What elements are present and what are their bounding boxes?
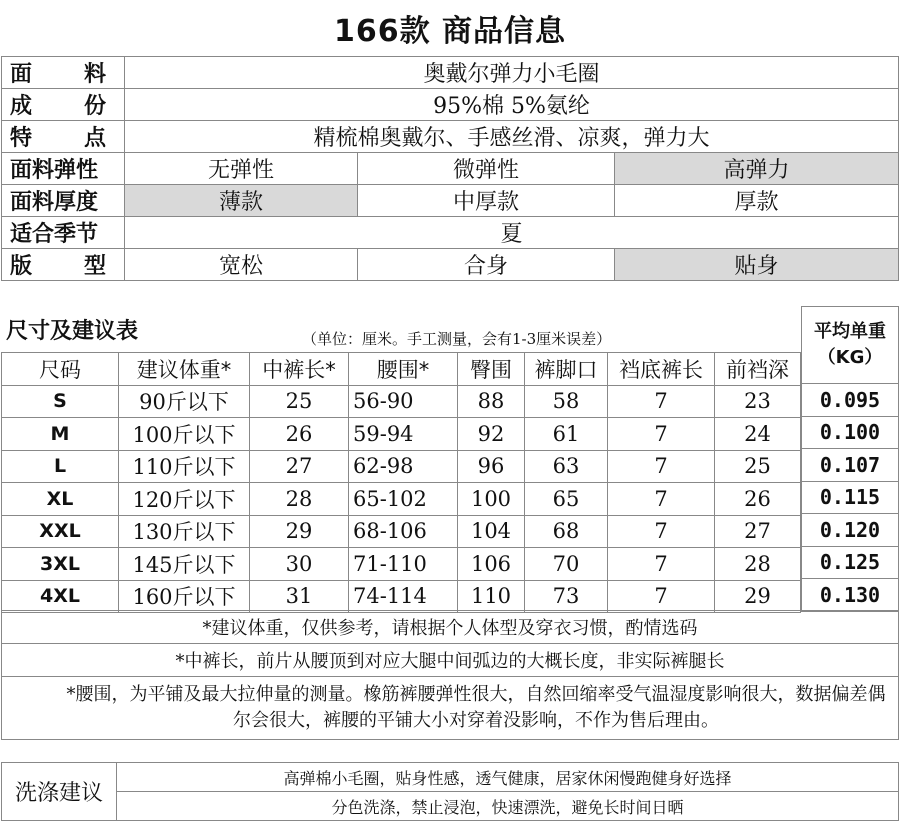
size-row [2,483,801,516]
size-cell: 7 [608,515,715,548]
size-cell: 23 [715,385,801,418]
unit-note: （单位：厘米。手工测量，会有1-3厘米误差） [302,330,612,348]
size-code: 4XL [2,580,119,613]
composition-value: 95%棉 5%氨纶 [125,89,899,121]
care-line: 分色洗涤，禁止浸泡，快速漂洗，避免长时间日晒 [117,792,899,821]
size-cell: 160斤以下 [119,580,250,613]
size-cell: 65-102 [349,483,458,516]
note-length: *中裤长，前片从腰顶到对应大腿中间弧边的大概长度，非实际裤腿长 [2,644,899,677]
care-table [1,762,899,821]
elasticity-option: 高弹力 [615,153,899,185]
weight-header [802,307,899,384]
size-cell: 100斤以下 [119,418,250,451]
size-cell: 59-94 [349,418,458,451]
size-cell: 28 [250,483,349,516]
size-cell: 30 [250,548,349,581]
size-row [2,418,801,451]
size-cell: 88 [458,385,525,418]
note-row [2,677,899,740]
size-table [1,352,801,613]
size-cell: 29 [250,515,349,548]
weight-row [802,449,899,482]
size-code: XL [2,483,119,516]
size-cell: 110 [458,580,525,613]
size-cell: 25 [250,385,349,418]
weight-row [802,514,899,547]
header-cell: 尺码 [2,353,119,386]
size-cell: 65 [525,483,608,516]
header-cell: 前裆深 [715,353,801,386]
fit-label: 版 型 [2,249,125,281]
season-label: 适合季节 [2,217,125,249]
header-cell: 腰围* [349,353,458,386]
size-cell: 7 [608,548,715,581]
info-row-fabric [2,57,899,89]
weight-table [801,306,899,612]
note-row [2,644,899,677]
composition-label: 成 份 [2,89,125,121]
size-code: L [2,450,119,483]
size-cell: 25 [715,450,801,483]
thickness-option: 薄款 [125,185,358,217]
fabric-label: 面 料 [2,57,125,89]
size-cell: 110斤以下 [119,450,250,483]
header-cell: 裆底裤长 [608,353,715,386]
note-row [2,611,899,644]
size-cell: 90斤以下 [119,385,250,418]
weight-value: 0.120 [802,514,899,547]
weight-value: 0.115 [802,481,899,514]
size-cell: 26 [715,483,801,516]
thickness-option: 中厚款 [358,185,615,217]
info-row-composition [2,89,899,121]
care-line: 高弹棉小毛圈，贴身性感，透气健康，居家休闲慢跑健身好选择 [117,763,899,792]
header-cell: 臀围 [458,353,525,386]
note-waist: *腰围，为平铺及最大拉伸量的测量。橡筋裤腰弹性很大，自然回缩率受气温湿度影响很大，数据偏差偶尔会很大，裤腰的平铺大小对穿着没影响，不作为售后理由。 [2,677,899,740]
elasticity-label: 面料弹性 [2,153,125,185]
care-row [2,792,899,821]
size-code: XXL [2,515,119,548]
size-row [2,548,801,581]
size-cell: 92 [458,418,525,451]
size-cell: 68-106 [349,515,458,548]
thickness-label: 面料厚度 [2,185,125,217]
size-cell: 106 [458,548,525,581]
size-cell: 104 [458,515,525,548]
size-row [2,450,801,483]
header-cell: 建议体重* [119,353,250,386]
weight-row [802,416,899,449]
size-row [2,515,801,548]
weight-header-line1: 平均单重 [814,321,886,342]
weight-row [802,481,899,514]
elasticity-option: 微弹性 [358,153,615,185]
size-cell: 27 [715,515,801,548]
size-cell: 145斤以下 [119,548,250,581]
size-row [2,580,801,613]
size-code: M [2,418,119,451]
page-title: 166款 商品信息 [333,14,567,49]
notes-table [1,610,899,740]
care-label: 洗涤建议 [2,763,117,821]
size-cell: 96 [458,450,525,483]
features-value: 精梳棉奥戴尔、手感丝滑、凉爽，弹力大 [125,121,899,153]
size-cell: 7 [608,418,715,451]
size-cell: 74-114 [349,580,458,613]
fit-option: 宽松 [125,249,358,281]
size-cell: 58 [525,385,608,418]
header-cell: 中裤长* [250,353,349,386]
size-cell: 28 [715,548,801,581]
product-info-table [1,56,899,281]
size-row [2,385,801,418]
info-row-elasticity [2,153,899,185]
fabric-value: 奥戴尔弹力小毛圈 [125,57,899,89]
features-label: 特 点 [2,121,125,153]
header-cell: 裤脚口 [525,353,608,386]
elasticity-option: 无弹性 [125,153,358,185]
info-row-season [2,217,899,249]
size-cell: 26 [250,418,349,451]
size-cell: 7 [608,450,715,483]
size-cell: 7 [608,483,715,516]
weight-row [802,384,899,417]
size-cell: 56-90 [349,385,458,418]
size-cell: 70 [525,548,608,581]
size-cell: 100 [458,483,525,516]
thickness-option: 厚款 [615,185,899,217]
size-cell: 29 [715,580,801,613]
weight-value: 0.125 [802,546,899,579]
weight-value: 0.095 [802,384,899,417]
season-value: 夏 [125,217,899,249]
care-row [2,763,899,792]
weight-value: 0.100 [802,416,899,449]
note-weight: *建议体重，仅供参考，请根据个人体型及穿衣习惯，酌情选码 [2,611,899,644]
weight-header-row [802,307,899,384]
size-table-title: 尺寸及建议表 [6,319,139,344]
size-cell: 73 [525,580,608,613]
size-cell: 130斤以下 [119,515,250,548]
size-cell: 7 [608,580,715,613]
weight-row [802,579,899,612]
info-row-thickness [2,185,899,217]
info-row-features [2,121,899,153]
size-cell: 27 [250,450,349,483]
size-cell: 120斤以下 [119,483,250,516]
fit-option: 合身 [358,249,615,281]
fit-option: 贴身 [615,249,899,281]
size-cell: 62-98 [349,450,458,483]
size-cell: 24 [715,418,801,451]
size-table-header [2,353,801,386]
size-cell: 63 [525,450,608,483]
size-code: 3XL [2,548,119,581]
size-cell: 7 [608,385,715,418]
weight-row [802,546,899,579]
size-cell: 71-110 [349,548,458,581]
weight-header-line2: （KG） [817,347,883,368]
size-cell: 61 [525,418,608,451]
weight-value: 0.130 [802,579,899,612]
weight-value: 0.107 [802,449,899,482]
size-cell: 68 [525,515,608,548]
info-row-fit [2,249,899,281]
size-code: S [2,385,119,418]
size-cell: 31 [250,580,349,613]
